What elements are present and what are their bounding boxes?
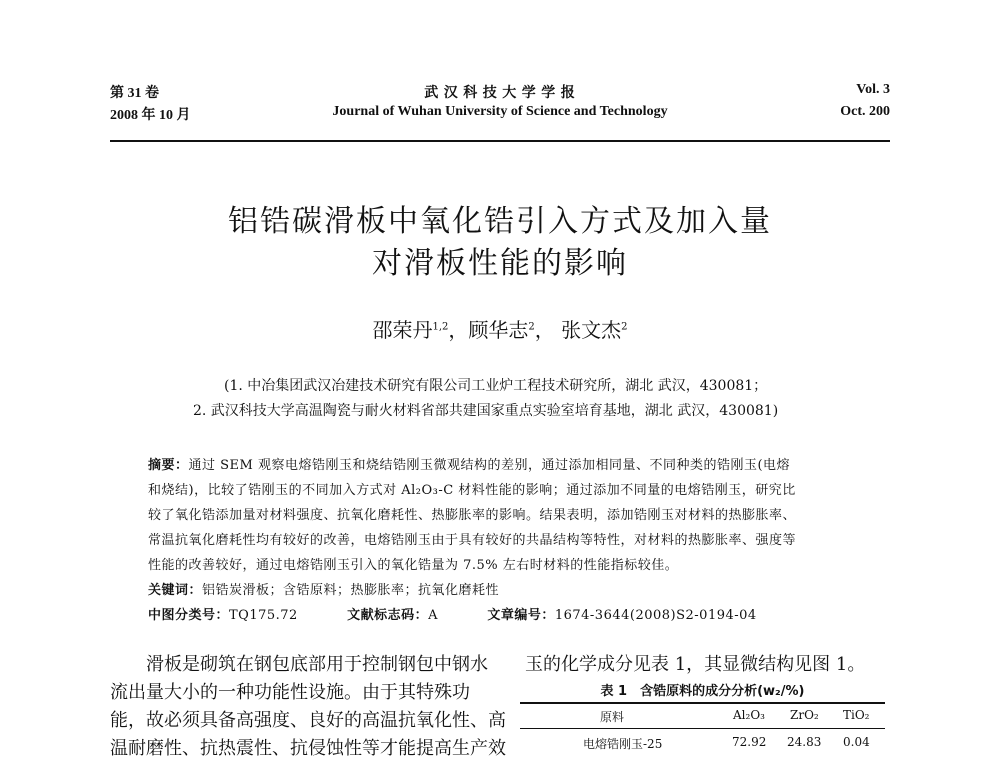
clc-label: 中图分类号： bbox=[148, 608, 230, 623]
title-line-2: 对滑板性能的影响 bbox=[372, 246, 628, 281]
article-number-value: 1674-3644(2008)S2-0194-04 bbox=[554, 608, 757, 623]
author-sep: ， bbox=[534, 318, 562, 342]
volume-en: Vol. 3 bbox=[856, 82, 890, 97]
table-top-rule bbox=[520, 702, 885, 704]
author-name: 邵荣丹 bbox=[372, 318, 433, 342]
author-sep: ， bbox=[448, 318, 469, 342]
table-header-cell: ZrO₂ bbox=[790, 708, 819, 722]
journal-name-cn: 武 汉 科 技 大 学 学 报 bbox=[424, 86, 576, 101]
body-text-line: 流出量大小的一种功能性设施。由于其特殊功 bbox=[110, 682, 470, 703]
table-header-cell: TiO₂ bbox=[843, 708, 870, 722]
table-cell: 0.04 bbox=[843, 735, 870, 749]
abstract-line: 和烧结)，比较了锆刚玉的不同加入方式对 Al₂O₃-C 材料性能的影响；通过添加不同量的电熔锆刚玉，研究比 bbox=[148, 483, 796, 498]
table-header-rule bbox=[520, 728, 885, 729]
author-name: 张文杰 bbox=[561, 318, 622, 342]
table-header-cell: Al₂O₃ bbox=[733, 708, 765, 722]
table-cell: 电熔锆刚玉-25 bbox=[583, 737, 663, 751]
author-affil-sup: 2 bbox=[621, 321, 628, 333]
author-affil-sup: 2 bbox=[528, 321, 535, 333]
header-rule bbox=[110, 140, 890, 142]
keywords-text: 铝锆炭滑板；含锆原料；热膨胀率；抗氧化磨耗性 bbox=[202, 583, 500, 598]
author-affil-sup: 1,2 bbox=[432, 321, 449, 333]
article-number-label: 文章编号： bbox=[487, 608, 555, 623]
classification-line bbox=[148, 604, 757, 623]
table-header-cell: 原料 bbox=[600, 710, 625, 724]
body-text-line: 温耐磨性、抗热震性、抗侵蚀性等才能提高生产效 bbox=[110, 738, 506, 759]
body-text-line: 滑板是砌筑在钢包底部用于控制钢包中钢水 bbox=[110, 654, 488, 675]
table-caption: 表 1 含锆原料的成分分析(w₂/%) bbox=[600, 684, 805, 699]
clc-value: TQ175.72 bbox=[229, 608, 298, 623]
table-cell: 24.83 bbox=[787, 735, 822, 749]
keywords-label: 关键词： bbox=[148, 583, 203, 598]
abstract-line: 常温抗氧化磨耗性均有较好的改善，电熔锆刚玉由于具有较好的共晶结构等特性，对材料的热膨胀率、强度等 bbox=[148, 533, 797, 548]
author-list bbox=[0, 314, 1000, 343]
doc-code-label: 文献标志码： bbox=[347, 608, 429, 623]
abstract-label: 摘要： bbox=[148, 458, 189, 473]
body-text-line: 能，故必须具备高强度、良好的高温抗氧化性、高 bbox=[110, 710, 506, 731]
journal-name-en: Journal of Wuhan University of Science and Technology bbox=[332, 104, 668, 119]
abstract-text: 通过 SEM 观察电熔锆刚玉和烧结锆刚玉微观结构的差别，通过添加相同量、不同种类的锆刚玉(电熔 bbox=[188, 458, 791, 473]
keywords-line bbox=[148, 579, 499, 598]
affiliation-line-1: (1. 中冶集团武汉冶建技术研究有限公司工业炉工程技术研究所，湖北 武汉，430081； bbox=[224, 378, 768, 394]
abstract-line bbox=[148, 454, 790, 473]
date-cn: 2008 年 10 月 bbox=[110, 108, 191, 123]
volume-cn: 第 31 卷 bbox=[110, 86, 159, 101]
affiliation-line-2: 2. 武汉科技大学高温陶瓷与耐火材料省部共建国家重点实验室培育基地，湖北 武汉，430081) bbox=[193, 403, 779, 419]
abstract-line: 性能的改善较好，通过电熔锆刚玉引入的氧化锆量为 7.5% 左右时材料的性能指标较佳。 bbox=[148, 558, 679, 573]
table-cell: 72.92 bbox=[732, 735, 767, 749]
abstract-line: 较了氧化锆添加量对材料强度、抗氧化磨耗性、热膨胀率的影响。结果表明，添加锆刚玉对材料的热膨胀率、 bbox=[148, 508, 797, 523]
author-name: 顾华志 bbox=[468, 318, 529, 342]
title-line-1: 铝锆碳滑板中氧化锆引入方式及加入量 bbox=[228, 204, 772, 239]
body-text-line: 玉的化学成分见表 1，其显微结构见图 1。 bbox=[525, 654, 866, 675]
doc-code-value: A bbox=[428, 608, 439, 623]
date-en: Oct. 200 bbox=[840, 104, 890, 119]
